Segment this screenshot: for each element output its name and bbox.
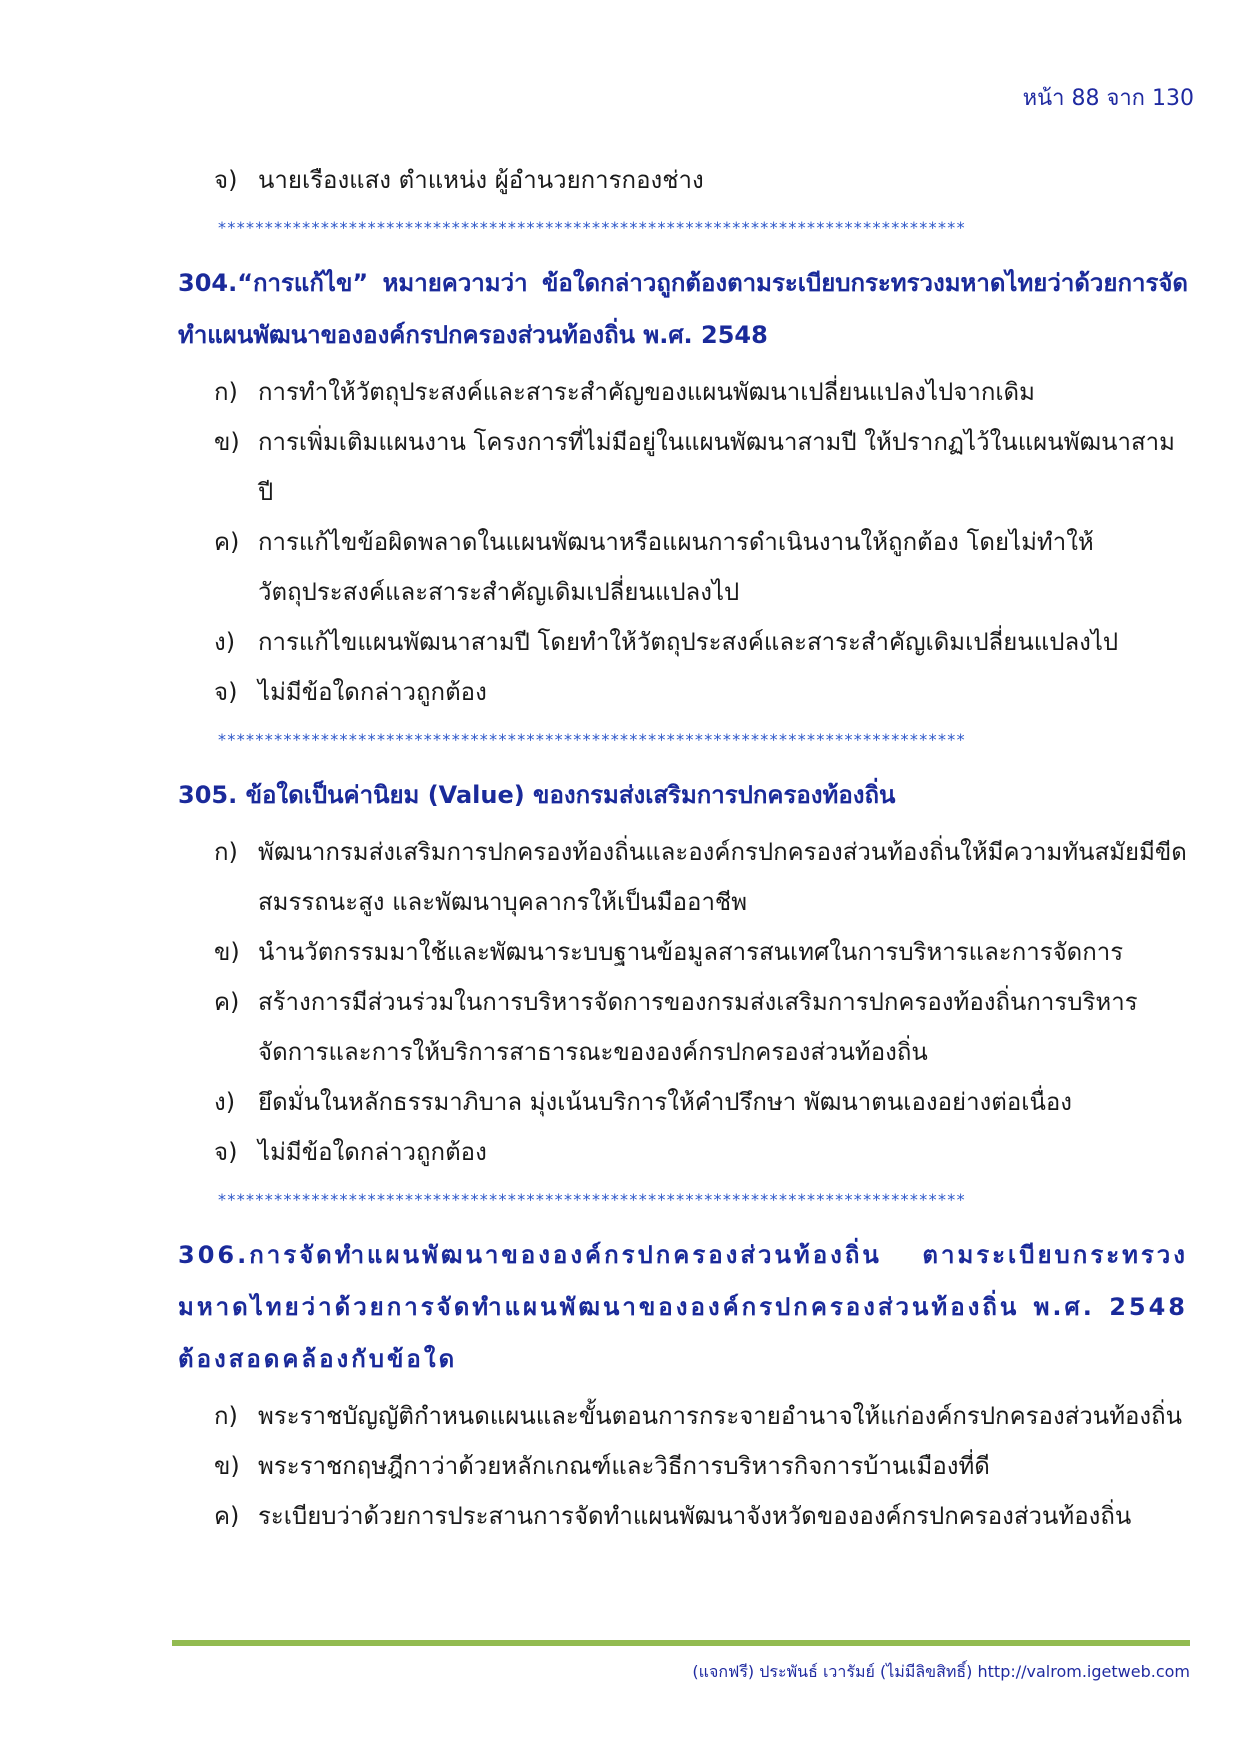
option-text: ยึดมั่นในหลักธรรมาภิบาล มุ่งเน้นบริการให้คำปรึกษา พัฒนาตนเองอย่างต่อเนื่อง (258, 1088, 1073, 1116)
option-label: ข) (214, 428, 240, 456)
q306-option-b (178, 1441, 1188, 1491)
option-label: ค) (214, 1502, 240, 1530)
option-text: การแก้ไขแผนพัฒนาสามปี โดยทำให้วัตถุประสงค์และสาระสำคัญเดิมเปลี่ยนแปลงไป (258, 628, 1119, 656)
option-text: พระราชบัญญัติกำหนดแผนและขั้นตอนการกระจายอำนาจให้แก่องค์กรปกครองส่วนท้องถิ่น (258, 1402, 1183, 1430)
option-text: พัฒนากรมส่งเสริมการปกครองท้องถิ่นและองค์กรปกครองส่วนท้องถิ่นให้มีความทันสมัยมีขีดสมรรถนะสูง และพัฒนาบุคลากรให้เป็นมืออาชีพ (258, 838, 1187, 916)
q306-option-c (178, 1491, 1188, 1541)
q304-option-c (178, 517, 1188, 617)
question-306-title: 306.การจัดทำแผนพัฒนาขององค์กรปกครองส่วนท้องถิ่น ตามระเบียบกระทรวงมหาดไทยว่าด้วยการจัดทำแผนพัฒนาขององค์กรปกครองส่วนท้องถิ่น พ.ศ. 2548 ต้องสอดคล้องกับข้อใด (178, 1241, 1188, 1373)
q304-option-a (178, 367, 1188, 417)
q305-option-b (178, 927, 1188, 977)
q305-option-d (178, 1077, 1188, 1127)
q306-option-a (178, 1391, 1188, 1441)
option-text: การเพิ่มเติมแผนงาน โครงการที่ไม่มีอยู่ในแผนพัฒนาสามปี ให้ปรากฏไว้ในแผนพัฒนาสามปี (258, 428, 1175, 506)
option-text: พระราชกฤษฎีกาว่าด้วยหลักเกณฑ์และวิธีการบริหารกิจการบ้านเมืองที่ดี (258, 1452, 990, 1480)
question-304-title: 304.“การแก้ไข” หมายความว่า ข้อใดกล่าวถูกต้องตามระเบียบกระทรวงมหาดไทยว่าด้วยการจัดทำแผนพัฒนาขององค์กรปกครองส่วนท้องถิ่น พ.ศ. 2548 (178, 269, 1188, 349)
option-text: นายเรืองแสง ตำแหน่ง ผู้อำนวยการกองช่าง (258, 166, 704, 194)
option-text: ไม่มีข้อใดกล่าวถูกต้อง (258, 1138, 487, 1166)
option-label: จ) (214, 678, 238, 706)
option-label: ก) (214, 838, 238, 866)
q304-option-e (178, 667, 1188, 717)
option-label: ก) (214, 378, 238, 406)
option-label: ค) (214, 988, 240, 1016)
option-label: ข) (214, 938, 240, 966)
option-prev-jor (178, 155, 1188, 205)
q304-option-d (178, 617, 1188, 667)
option-label: ง) (214, 1088, 236, 1116)
separator: ******************************************************************************** (218, 218, 966, 237)
q305-option-e (178, 1127, 1188, 1177)
option-text: สร้างการมีส่วนร่วมในการบริหารจัดการของกรมส่งเสริมการปกครองท้องถิ่นการบริหารจัดการและการให้บริการสาธารณะขององค์กรปกครองส่วนท้องถิ่น (258, 988, 1138, 1066)
footer-credit: (แจกฟรี) ประพันธ์ เวารัมย์ (ไม่มีลิขสิทธิ์) http://valrom.igetweb.com (692, 1662, 1190, 1681)
document-body (178, 155, 1188, 1541)
option-label: ค) (214, 528, 240, 556)
footer-divider (172, 1640, 1190, 1646)
q305-option-c (178, 977, 1188, 1077)
option-text: นำนวัตกรรมมาใช้และพัฒนาระบบฐานข้อมูลสารสนเทศในการบริหารและการจัดการ (258, 938, 1124, 966)
option-text: ไม่มีข้อใดกล่าวถูกต้อง (258, 678, 487, 706)
option-label: จ) (214, 166, 238, 194)
separator: ******************************************************************************** (218, 730, 966, 749)
q305-option-a (178, 827, 1188, 927)
option-label: ก) (214, 1402, 238, 1430)
page-number: หน้า 88 จาก 130 (1022, 86, 1194, 111)
option-text: การทำให้วัตถุประสงค์และสาระสำคัญของแผนพัฒนาเปลี่ยนแปลงไปจากเดิม (258, 378, 1035, 406)
option-label: จ) (214, 1138, 238, 1166)
option-text: การแก้ไขข้อผิดพลาดในแผนพัฒนาหรือแผนการดำเนินงานให้ถูกต้อง โดยไม่ทำให้วัตถุประสงค์และสาระสำคัญเดิมเปลี่ยนแปลงไป (258, 528, 1094, 606)
option-text: ระเบียบว่าด้วยการประสานการจัดทำแผนพัฒนาจังหวัดขององค์กรปกครองส่วนท้องถิ่น (258, 1502, 1132, 1530)
option-label: ง) (214, 628, 236, 656)
question-305-title: 305. ข้อใดเป็นค่านิยม (Value) ของกรมส่งเสริมการปกครองท้องถิ่น (178, 781, 896, 809)
q304-option-b (178, 417, 1188, 517)
separator: ******************************************************************************** (218, 1190, 966, 1209)
option-label: ข) (214, 1452, 240, 1480)
